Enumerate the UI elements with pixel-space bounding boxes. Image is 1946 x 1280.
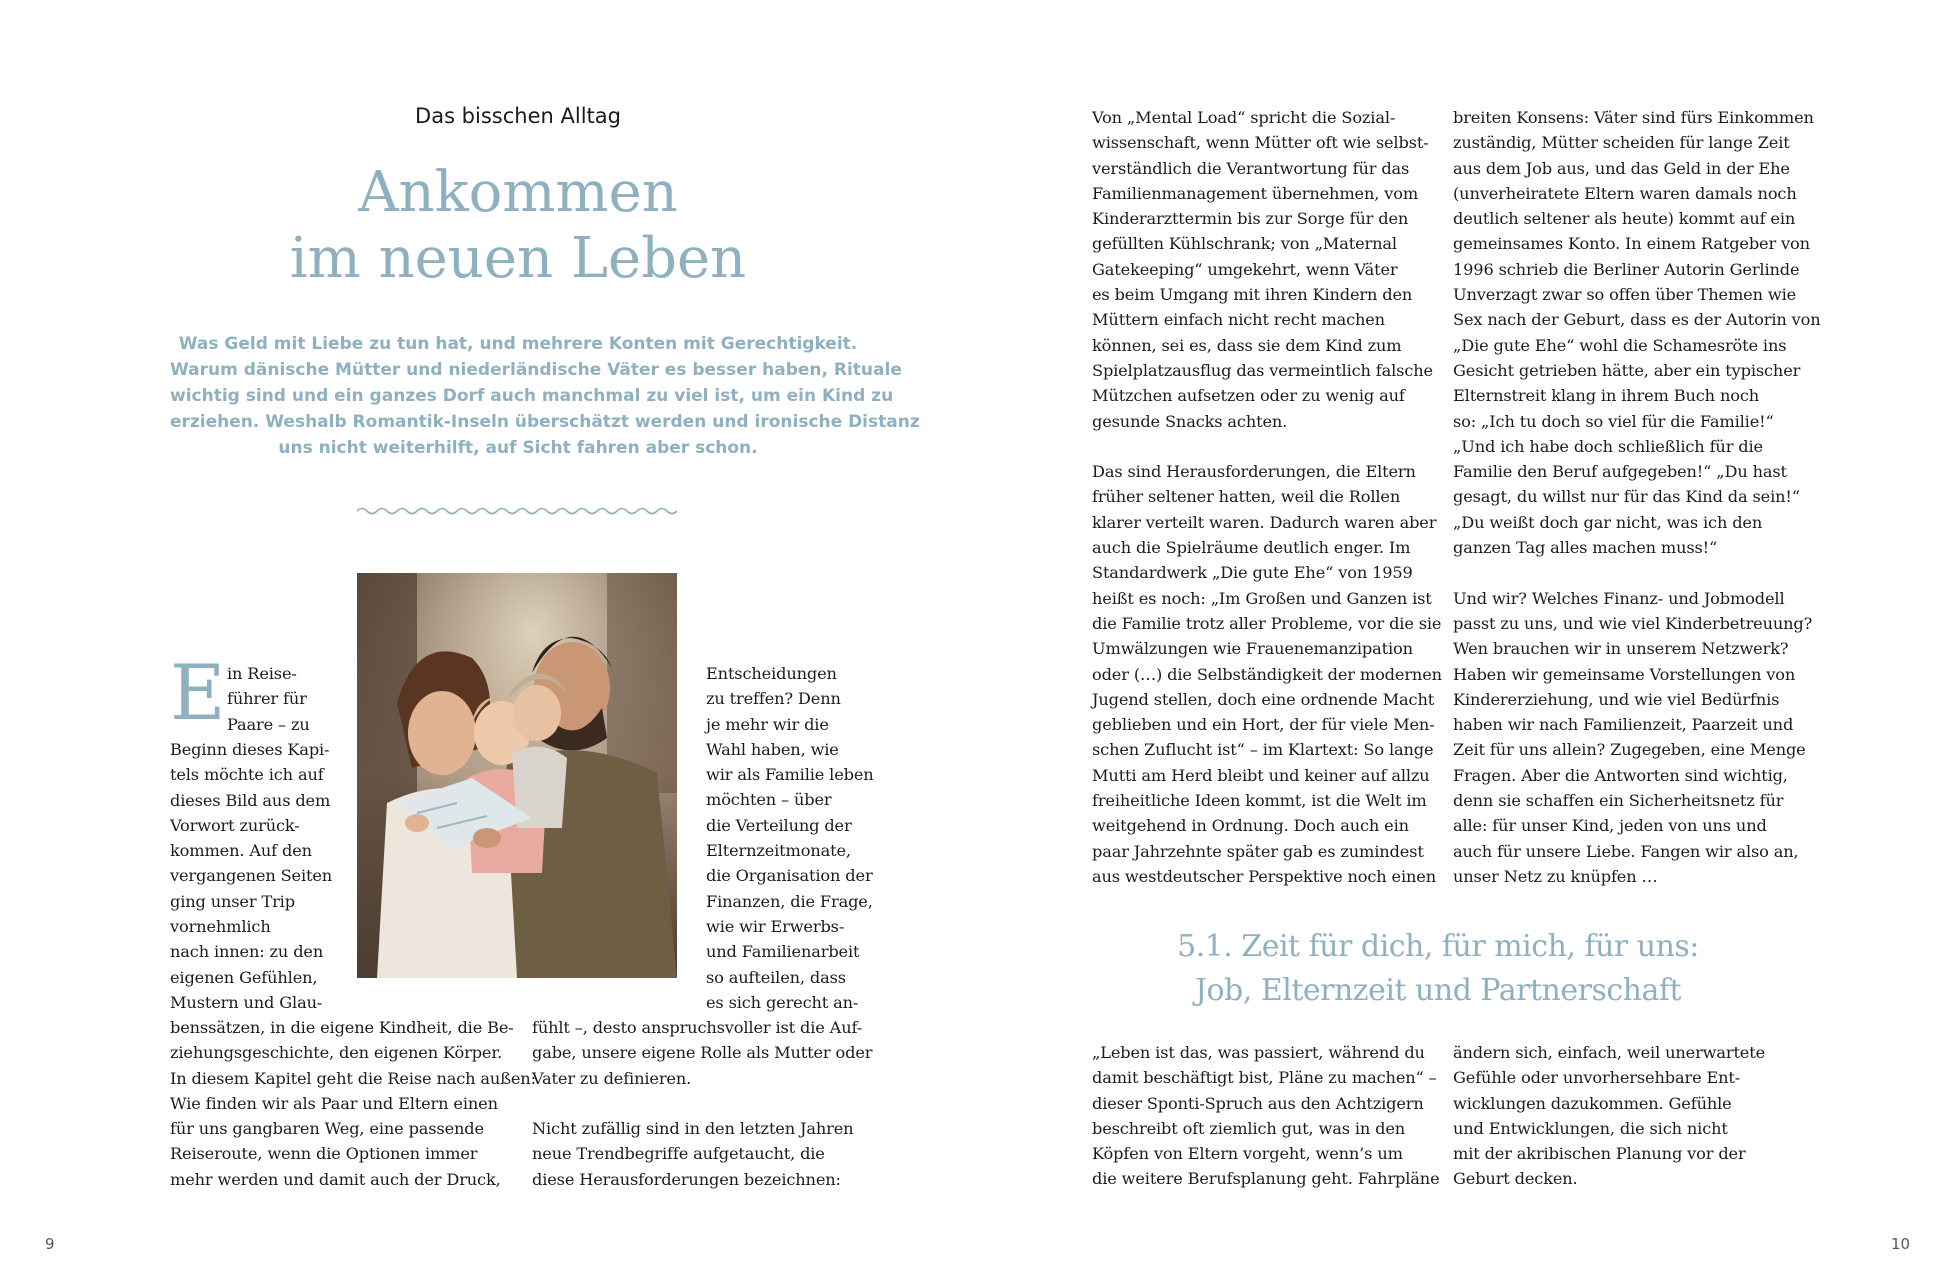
text-line: denn sie schaffen ein Sicherheitsnetz für bbox=[1453, 791, 1784, 811]
text-line: gemeinsames Konto. In einem Ratgeber von bbox=[1453, 234, 1810, 254]
col1-beside-cap bbox=[227, 661, 310, 737]
text-line: heißt es noch: „Im Großen und Ganzen ist bbox=[1092, 588, 1432, 608]
text-line: ziehungsgeschichte, den eigenen Körper. bbox=[170, 1043, 503, 1063]
text-line: benssätzen, in die eigene Kindheit, die Be- bbox=[170, 1018, 514, 1037]
text-line: die weitere Berufsplanung geht. Fahrpläne bbox=[1092, 1169, 1440, 1189]
text-line: Unverzagt zwar so offen über Themen wie bbox=[1453, 285, 1797, 305]
text-line: die Organisation der bbox=[706, 866, 873, 886]
text-line: klarer verteilt waren. Dadurch waren aber bbox=[1092, 512, 1437, 532]
text-line: 1996 schrieb die Berliner Autorin Gerlinde bbox=[1453, 259, 1800, 279]
col1-wide bbox=[170, 1015, 536, 1192]
text-line: breiten Konsens: Väter sind fürs Einkommen bbox=[1453, 108, 1814, 127]
text-line: in Reise- bbox=[227, 664, 297, 683]
text-line: alle: für unser Kind, jeden von uns und bbox=[1453, 816, 1767, 836]
text-line: deutlich seltener als heute) kommt auf ein bbox=[1453, 209, 1796, 229]
lead-line: erziehen. Weshalb Romantik-Inseln überschätzt werden und ironische Distanz bbox=[170, 412, 920, 432]
text-line: Entscheidungen bbox=[706, 664, 837, 683]
text-line: Das sind Herausforderungen, die Eltern bbox=[1092, 462, 1416, 482]
text-line: Gesicht getrieben hätte, aber ein typischer bbox=[1453, 360, 1801, 380]
text-line: wissenschaft, wenn Mütter oft wie selbst- bbox=[1092, 133, 1429, 153]
page-number-right: 10 bbox=[1891, 1235, 1911, 1253]
text-line: Finanzen, die Frage, bbox=[706, 891, 873, 911]
text-line: wir als Familie leben bbox=[706, 765, 874, 785]
text-line: Und wir? Welches Finanz- und Jobmodell bbox=[1453, 588, 1785, 608]
col1-narrow bbox=[170, 737, 332, 1015]
text-line: dieser Sponti-Spruch aus den Achtzigern bbox=[1092, 1093, 1424, 1113]
text-line: Zeit für uns allein? Zugegeben, eine Menge bbox=[1453, 740, 1806, 760]
text-line: Geburt decken. bbox=[1453, 1169, 1578, 1189]
text-line: Köpfen von Eltern vorgeht, wenn’s um bbox=[1092, 1144, 1403, 1164]
text-line: Haben wir gemeinsame Vorstellungen von bbox=[1453, 664, 1796, 684]
text-line: für uns gangbaren Weg, eine passende bbox=[170, 1119, 484, 1139]
text-line: „Leben ist das, was passiert, während du bbox=[1092, 1043, 1425, 1062]
section-heading-line: Job, Elternzeit und Partnerschaft bbox=[1194, 973, 1682, 1008]
col2-wide-b bbox=[532, 1116, 853, 1192]
chapter-title-line: im neuen Leben bbox=[289, 226, 747, 291]
text-line: auch für unsere Liebe. Fangen wir also an, bbox=[1453, 841, 1799, 861]
text-line: Paare – zu bbox=[227, 714, 310, 734]
text-line: mehr werden und damit auch der Druck, bbox=[170, 1169, 501, 1189]
text-line: Wen brauchen wir in unserem Netzwerk? bbox=[1453, 639, 1789, 659]
text-line: haben wir nach Familienzeit, Paarzeit und bbox=[1453, 715, 1794, 735]
text-line: kommen. Auf den bbox=[170, 841, 312, 861]
text-line: oder (…) die Selbständigkeit der modernen bbox=[1092, 664, 1442, 684]
text-line: ging unser Trip bbox=[170, 891, 295, 911]
text-line: gefüllten Kühlschrank; von „Maternal bbox=[1092, 234, 1397, 254]
text-line: können, sei es, dass sie dem Kind zum bbox=[1092, 335, 1402, 355]
section-heading bbox=[1092, 925, 1784, 1013]
text-line: Vorwort zurück- bbox=[170, 815, 300, 835]
text-line: Kindererziehung, und wie viel Bedürfnis bbox=[1453, 689, 1780, 709]
lead-line: Warum dänische Mütter und niederländische Väter es besser haben, Rituale bbox=[170, 360, 902, 380]
family-photo bbox=[357, 573, 677, 978]
text-line: verständlich die Verantwortung für das bbox=[1092, 158, 1410, 178]
text-line: zu treffen? Denn bbox=[706, 689, 841, 709]
text-line: Spielplatzausflug das vermeintlich falsche bbox=[1092, 360, 1433, 380]
col3-upper bbox=[1092, 105, 1442, 889]
text-line: aus westdeutscher Perspektive noch einen bbox=[1092, 866, 1436, 886]
text-line: nach innen: zu den bbox=[170, 942, 324, 962]
text-line: je mehr wir die bbox=[706, 714, 829, 734]
text-line: freiheitliche Ideen kommt, ist die Welt im bbox=[1092, 791, 1427, 811]
section-heading-line: 5.1. Zeit für dich, für mich, für uns: bbox=[1177, 929, 1699, 964]
chapter-kicker: Das bisschen Alltag bbox=[415, 104, 621, 128]
lead-paragraph bbox=[170, 331, 920, 461]
text-line: Umwälzungen wie Frauenemanzipation bbox=[1092, 639, 1413, 659]
text-line: Mustern und Glau- bbox=[170, 992, 323, 1012]
drop-cap: E bbox=[170, 648, 226, 737]
text-line: Nicht zufällig sind in den letzten Jahren bbox=[532, 1119, 854, 1138]
text-line: Standardwerk „Die gute Ehe“ von 1959 bbox=[1092, 563, 1413, 583]
text-line: zuständig, Mütter scheiden für lange Zeit bbox=[1453, 133, 1790, 153]
lead-line: uns nicht weiterhilft, auf Sicht fahren aber schon. bbox=[278, 438, 758, 458]
text-line: paar Jahrzehnte später gab es zumindest bbox=[1092, 841, 1424, 861]
text-line: dieses Bild aus dem bbox=[170, 790, 331, 810]
text-line: tels möchte ich auf bbox=[170, 765, 324, 785]
text-line: ganzen Tag alles machen muss!“ bbox=[1453, 538, 1718, 558]
text-line: eigenen Gefühlen, bbox=[170, 967, 318, 987]
text-line: Mützchen aufsetzen oder zu wenig auf bbox=[1092, 386, 1405, 406]
lead-line: Was Geld mit Liebe zu tun hat, und mehrere Konten mit Gerechtigkeit. bbox=[178, 334, 858, 354]
text-line: Wie finden wir als Paar und Eltern einen bbox=[170, 1093, 498, 1113]
text-line: „Du weißt doch gar nicht, was ich den bbox=[1453, 512, 1763, 532]
text-line: aus dem Job aus, und das Geld in der Ehe bbox=[1453, 158, 1790, 178]
text-line: Gefühle oder unvorhersehbare Ent- bbox=[1453, 1068, 1741, 1088]
wave-divider bbox=[357, 504, 679, 518]
text-line: Elternzeitmonate, bbox=[706, 841, 851, 861]
text-line: es sich gerecht an- bbox=[706, 992, 859, 1012]
chapter-title-line: Ankommen bbox=[358, 160, 678, 225]
text-line: damit beschäftigt bist, Pläne zu machen“ – bbox=[1092, 1068, 1437, 1088]
col2-wide-a bbox=[532, 1015, 872, 1091]
text-line: fühlt –, desto anspruchsvoller ist die Auf- bbox=[532, 1018, 863, 1037]
text-line: wie wir Erwerbs- bbox=[706, 916, 845, 936]
text-line: unser Netz zu knüpfen … bbox=[1453, 866, 1658, 886]
text-line: Familie den Beruf aufgegeben!“ „Du hast bbox=[1453, 462, 1787, 482]
text-line: so: „Ich tu doch so viel für die Familie!“ bbox=[1453, 411, 1774, 431]
text-line: Von „Mental Load“ spricht die Sozial- bbox=[1092, 108, 1396, 127]
text-line: führer für bbox=[227, 689, 307, 709]
text-line: Wahl haben, wie bbox=[706, 739, 839, 759]
col2-narrow bbox=[706, 661, 874, 1015]
text-line: möchten – über bbox=[706, 790, 832, 810]
text-line: es beim Umgang mit ihren Kindern den bbox=[1092, 285, 1413, 305]
text-line: passt zu uns, und wie viel Kinderbetreuung? bbox=[1453, 613, 1813, 633]
text-line: die Verteilung der bbox=[706, 815, 852, 835]
text-line: (unverheiratete Eltern waren damals noch bbox=[1453, 183, 1797, 203]
text-line: Sex nach der Geburt, dass es der Autorin von bbox=[1453, 310, 1821, 330]
text-line: weitgehend in Ordnung. Doch auch ein bbox=[1092, 816, 1409, 836]
text-line: früher seltener hatten, weil die Rollen bbox=[1092, 487, 1401, 507]
col4-upper bbox=[1453, 105, 1821, 889]
text-line: diese Herausforderungen bezeichnen: bbox=[532, 1169, 841, 1189]
text-line: In diesem Kapitel geht die Reise nach außen: bbox=[170, 1068, 536, 1088]
text-line: Müttern einfach nicht recht machen bbox=[1092, 310, 1385, 330]
text-line: Fragen. Aber die Antworten sind wichtig, bbox=[1453, 765, 1788, 785]
text-line: Jugend stellen, doch eine ordnende Macht bbox=[1092, 689, 1435, 709]
text-line: geblieben und ein Hort, der für viele Men- bbox=[1092, 715, 1435, 735]
text-line: Familienmanagement übernehmen, vom bbox=[1092, 183, 1419, 203]
text-line: gesagt, du willst nur für das Kind da sein!“ bbox=[1453, 487, 1800, 507]
text-line: mit der akribischen Planung vor der bbox=[1453, 1144, 1746, 1164]
text-line: so aufteilen, dass bbox=[706, 967, 846, 987]
text-line: die Familie trotz aller Probleme, vor die sie bbox=[1092, 613, 1442, 633]
text-line: gabe, unsere eigene Rolle als Mutter oder bbox=[532, 1043, 873, 1063]
text-line: Vater zu definieren. bbox=[532, 1068, 692, 1088]
text-line: Gatekeeping“ umgekehrt, wenn Väter bbox=[1092, 259, 1398, 279]
text-line: „Und ich habe doch schließlich für die bbox=[1453, 436, 1763, 456]
text-line: und Entwicklungen, die sich nicht bbox=[1453, 1118, 1728, 1138]
col4-lower bbox=[1453, 1040, 1765, 1192]
text-line: Mutti am Herd bleibt und keiner auf allzu bbox=[1092, 765, 1430, 785]
text-line: wicklungen dazukommen. Gefühle bbox=[1453, 1093, 1732, 1113]
text-line: gesunde Snacks achten. bbox=[1092, 411, 1288, 431]
text-line: Beginn dieses Kapi- bbox=[170, 740, 330, 759]
text-line: „Die gute Ehe“ wohl die Schamesröte ins bbox=[1453, 335, 1787, 355]
text-line: schen Zuflucht ist“ – im Klartext: So lange bbox=[1092, 740, 1434, 760]
text-line: Kinderarzttermin bis zur Sorge für den bbox=[1092, 209, 1409, 229]
text-line: Elternstreit klang in ihrem Buch noch bbox=[1453, 386, 1760, 406]
chapter-title bbox=[0, 160, 1036, 292]
col3-lower bbox=[1092, 1040, 1440, 1192]
text-line: ändern sich, einfach, weil unerwartete bbox=[1453, 1043, 1766, 1062]
text-line: und Familienarbeit bbox=[706, 942, 860, 962]
text-line: vergangenen Seiten bbox=[170, 866, 333, 886]
page-number-left: 9 bbox=[45, 1235, 55, 1253]
lead-line: wichtig sind und ein ganzes Dorf auch manchmal zu viel ist, um ein Kind zu bbox=[170, 386, 894, 406]
family-photo-illustration bbox=[357, 573, 677, 978]
text-line: vornehmlich bbox=[170, 917, 271, 937]
text-line: neue Trendbegriffe aufgetaucht, die bbox=[532, 1144, 825, 1164]
text-line: Reiseroute, wenn die Optionen immer bbox=[170, 1144, 478, 1164]
text-line: auch die Spielräume deutlich enger. Im bbox=[1092, 538, 1411, 558]
text-line: beschreibt oft ziemlich gut, was in den bbox=[1092, 1118, 1406, 1138]
